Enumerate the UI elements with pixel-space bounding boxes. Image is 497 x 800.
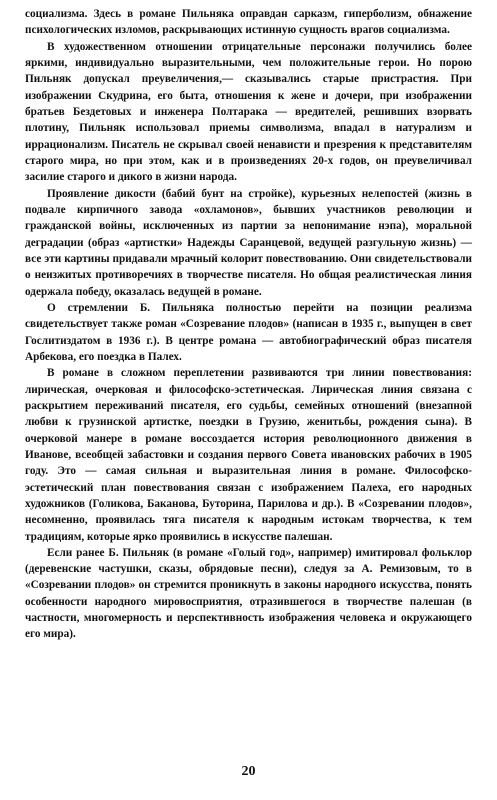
page-number: 20 <box>241 764 256 779</box>
paragraph-2: В художественном отношении отрицательные персонажи получились более яркими, индивидуально выразительными, чем положительные герои. Но порою Пильняк допускал преувеличения,— сказывались старые пристрастия. При изображении Скудрина, его быта, отношения к жене и дочери, при изображении братьев Бездетовых и инженера Полтарака — вредителей, решивших взорвать плотину, Пильняк использовал приемы символизма, впадал в натурализм и иррационализм. Писатель не скрывал своей ненависти и презрения к представителям старого мира, но при этом, как и в произведениях 20-х годов, он преувеличивал засилие старого и дикого в жизни народа. <box>25 40 472 184</box>
paragraph-6: Если ранее Б. Пильняк (в романе «Голый год», например) имитировал фольклор (деревенские частушки, сказы, обрядовые песни), следуя за А. Ремизовым, то в «Созревании плодов» он стремится проникнуть в законы народного искусства, понять особенности народного мировосприятия, отразившегося в творчестве палешан (в частности, многомерность и перспективность изображения человека и окружающего его мира). <box>25 546 472 641</box>
paragraph-4: О стремлении Б. Пильняка полностью перейти на позиции реализма свидетельствует также роман «Созревание плодов» (написан в 1935 г., выпущен в свет Гослитиздатом в 1936 г.). В центре романа — автобиографический образ писателя Арбекова, его поездка в Палех. <box>25 301 472 363</box>
paragraph-5: В романе в сложном переплетении развиваются три линии повествования: лирическая, очерковая и философско-эстетическая. Лирическая линия связана с раскрытием переживаний писателя, его судьбы, семейных отношений (внезапной любви к грузинской артистке, поездки в Грузию, женитьбы, рождения сына). В очерковой манере в романе воссоздается история революционного движения в Иванове, всеобщей забастовки и создания первого Совета ивановских рабочих в 1905 году. Это — самая сильная и выразительная линия в романе. Философско-эстетический план повествования связан с изображением Палеха, его народных художников (Голикова, Баканова, Буторина, Парилова и др.). В «Созревании плодов», несомненно, проявилась тяга писателя к народным истокам творчества, к тем традициям, которые ярко проявились в искусстве палешан. <box>25 367 472 543</box>
paragraph-1: социализма. Здесь в романе Пильняка оправдан сарказм, гиперболизм, обнажение психологических изломов, раскрывающих истинную сущность врагов социализма. <box>25 8 472 37</box>
paragraph-3: Проявление дикости (бабий бунт на стройке), курьезных нелепостей (жизнь в подвале кирпичного завода «охламонов», бывших участников революции и гражданской войны, исключенных из партии за непонимание нэпа), моральной деградации (образ «артистки» Надежды Саранцевой, ведущей разгульную жизнь) — все эти картины придавали мрачный колорит повествованию. Они свидетельствовали о неизжитых противоречиях в творчестве писателя. Но общая реалистическая линия одержала победу, оказалась ведущей в романе. <box>25 187 472 298</box>
body-text <box>25 6 472 643</box>
